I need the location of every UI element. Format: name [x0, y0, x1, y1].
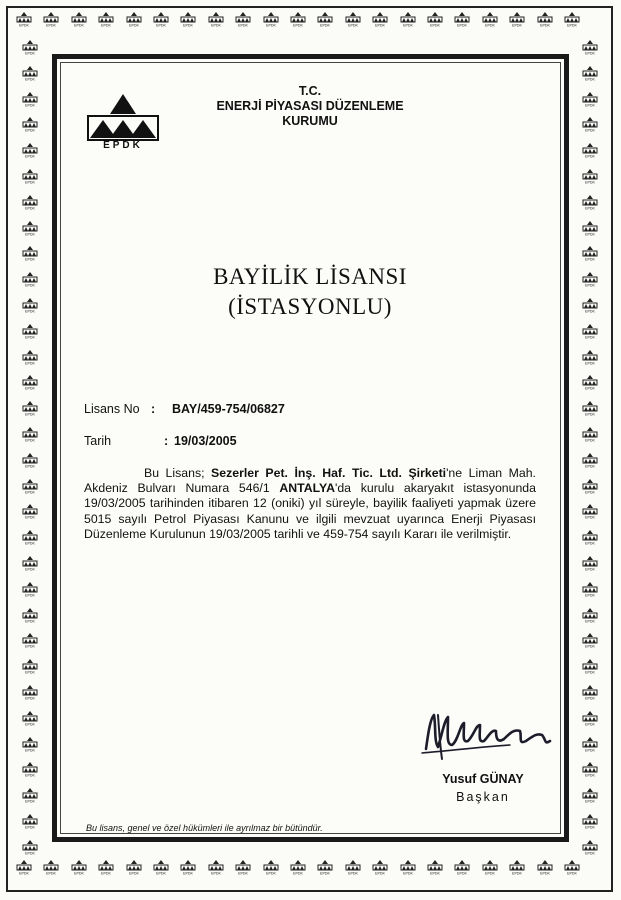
license-date-label: Tarih — [84, 434, 112, 448]
border-motif-icon — [126, 860, 142, 875]
border-motif-icon — [263, 860, 279, 875]
svg-text:EPDK: EPDK — [585, 567, 595, 571]
border-motif-icon — [564, 12, 580, 27]
border-motif-icon — [235, 860, 251, 875]
border-motif-icon — [582, 221, 598, 236]
svg-text:EPDK: EPDK — [25, 180, 35, 184]
svg-text:EPDK: EPDK — [25, 51, 35, 55]
title-line-1: BAYİLİK LİSANSI — [213, 264, 407, 289]
svg-text:EPDK: EPDK — [540, 871, 550, 875]
svg-text:EPDK: EPDK — [585, 128, 595, 132]
border-motif-icon — [345, 860, 361, 875]
border-motif-icon — [22, 401, 38, 416]
border-motif-icon — [582, 350, 598, 365]
svg-text:EPDK: EPDK — [25, 77, 35, 81]
border-motif-icon — [482, 12, 498, 27]
border-motif-icon — [317, 860, 333, 875]
border-motif-icon — [22, 272, 38, 287]
license-number-separator: : — [151, 402, 156, 416]
border-motif-icon — [400, 860, 416, 875]
svg-text:EPDK: EPDK — [585, 541, 595, 545]
border-motif-icon — [180, 860, 196, 875]
border-motif-icon — [22, 40, 38, 55]
border-motif-icon — [372, 12, 388, 27]
svg-text:EPDK: EPDK — [403, 23, 413, 27]
svg-text:EPDK: EPDK — [25, 851, 35, 855]
border-motif-icon — [582, 479, 598, 494]
svg-text:EPDK: EPDK — [266, 871, 276, 875]
border-motif-icon — [582, 92, 598, 107]
svg-text:EPDK: EPDK — [585, 309, 595, 313]
border-motif-icon — [22, 92, 38, 107]
border-motif-icon — [22, 608, 38, 623]
svg-text:EPDK: EPDK — [403, 871, 413, 875]
svg-text:EPDK: EPDK — [19, 23, 29, 27]
border-motif-icon — [22, 221, 38, 236]
svg-text:EPDK: EPDK — [585, 670, 595, 674]
title-line-2: (İSTASYONLU) — [228, 294, 392, 319]
svg-text:EPDK: EPDK — [585, 851, 595, 855]
svg-text:EPDK: EPDK — [183, 23, 193, 27]
border-motif-icon — [180, 12, 196, 27]
logo-text: EPDK — [103, 140, 143, 151]
border-motif-icon — [22, 504, 38, 519]
border-motif-icon — [71, 12, 87, 27]
border-motif-icon — [582, 66, 598, 81]
border-motif-icon — [582, 556, 598, 571]
svg-text:EPDK: EPDK — [101, 871, 111, 875]
border-motif-icon — [98, 860, 114, 875]
svg-text:EPDK: EPDK — [348, 871, 358, 875]
svg-text:EPDK: EPDK — [25, 644, 35, 648]
border-motif-icon — [582, 711, 598, 726]
border-motif-icon — [22, 169, 38, 184]
border-motif-icon — [22, 737, 38, 752]
border-motif-icon — [263, 12, 279, 27]
border-motif-icon — [22, 633, 38, 648]
svg-text:EPDK: EPDK — [25, 464, 35, 468]
svg-text:EPDK: EPDK — [25, 567, 35, 571]
svg-text:EPDK: EPDK — [585, 103, 595, 107]
svg-text:EPDK: EPDK — [25, 206, 35, 210]
border-motif-icon — [454, 860, 470, 875]
svg-text:EPDK: EPDK — [25, 773, 35, 777]
border-motif-icon — [22, 582, 38, 597]
svg-text:EPDK: EPDK — [25, 412, 35, 416]
border-motif-icon — [208, 12, 224, 27]
issuer-line-2: ENERJİ PİYASASI DÜZENLEME — [216, 99, 404, 113]
border-motif-icon — [509, 860, 525, 875]
border-motif-icon — [400, 12, 416, 27]
border-motif-icon — [582, 246, 598, 261]
border-motif-icon — [582, 685, 598, 700]
svg-text:EPDK: EPDK — [585, 180, 595, 184]
border-motif-icon — [482, 860, 498, 875]
document-title — [170, 262, 450, 322]
svg-text:EPDK: EPDK — [266, 23, 276, 27]
border-motif-icon — [22, 840, 38, 855]
border-motif-icon — [582, 272, 598, 287]
border-motif-icon — [22, 530, 38, 545]
svg-text:EPDK: EPDK — [585, 696, 595, 700]
border-motif-icon — [582, 169, 598, 184]
border-motif-icon — [582, 117, 598, 132]
license-body-text — [84, 466, 536, 542]
border-motif-icon — [22, 324, 38, 339]
border-motif-icon — [582, 143, 598, 158]
border-motif-icon — [582, 608, 598, 623]
border-motif-icon — [582, 375, 598, 390]
signer-name: Yusuf GÜNAY — [442, 772, 524, 786]
license-date-value: 19/03/2005 — [174, 434, 237, 448]
svg-text:EPDK: EPDK — [485, 871, 495, 875]
license-number-value: BAY/459-754/06827 — [172, 402, 285, 416]
svg-text:EPDK: EPDK — [585, 77, 595, 81]
border-motif-icon — [235, 12, 251, 27]
svg-text:EPDK: EPDK — [74, 871, 84, 875]
border-motif-icon — [22, 350, 38, 365]
svg-text:EPDK: EPDK — [25, 541, 35, 545]
svg-text:EPDK: EPDK — [25, 799, 35, 803]
svg-text:EPDK: EPDK — [585, 748, 595, 752]
svg-text:EPDK: EPDK — [25, 154, 35, 158]
border-motif-icon — [208, 860, 224, 875]
svg-text:EPDK: EPDK — [585, 412, 595, 416]
signature — [418, 705, 563, 763]
svg-text:EPDK: EPDK — [156, 23, 166, 27]
svg-text:EPDK: EPDK — [585, 490, 595, 494]
border-motif-icon — [582, 737, 598, 752]
border-motif-icon — [582, 195, 598, 210]
border-motif-icon — [22, 117, 38, 132]
svg-text:EPDK: EPDK — [585, 799, 595, 803]
svg-text:EPDK: EPDK — [585, 154, 595, 158]
border-motif-icon — [153, 12, 169, 27]
svg-text:EPDK: EPDK — [25, 309, 35, 313]
border-motif-icon — [582, 504, 598, 519]
border-motif-icon — [537, 860, 553, 875]
border-motif-icon — [317, 12, 333, 27]
border-motif-icon — [22, 814, 38, 829]
svg-text:EPDK: EPDK — [585, 722, 595, 726]
border-motif-icon — [582, 324, 598, 339]
border-motif-icon — [16, 12, 32, 27]
border-motif-icon — [22, 788, 38, 803]
svg-text:EPDK: EPDK — [25, 722, 35, 726]
svg-text:EPDK: EPDK — [25, 619, 35, 623]
svg-text:EPDK: EPDK — [585, 51, 595, 55]
border-motif-icon — [427, 860, 443, 875]
border-motif-icon — [582, 840, 598, 855]
border-motif-icon — [126, 12, 142, 27]
svg-text:EPDK: EPDK — [238, 23, 248, 27]
border-motif-icon — [22, 246, 38, 261]
license-number-row — [84, 402, 285, 416]
border-motif-icon — [22, 685, 38, 700]
svg-text:EPDK: EPDK — [585, 206, 595, 210]
svg-text:EPDK: EPDK — [375, 23, 385, 27]
border-motif-icon — [290, 860, 306, 875]
border-motif-icon — [22, 762, 38, 777]
border-motif-icon — [582, 453, 598, 468]
border-motif-icon — [71, 860, 87, 875]
border-motif-icon — [564, 860, 580, 875]
svg-text:EPDK: EPDK — [585, 232, 595, 236]
issuer-line-3: KURUMU — [282, 114, 338, 128]
svg-text:EPDK: EPDK — [238, 871, 248, 875]
border-motif-icon — [582, 40, 598, 55]
svg-text:EPDK: EPDK — [19, 871, 29, 875]
border-motif-icon — [345, 12, 361, 27]
border-motif-icon — [22, 659, 38, 674]
svg-text:EPDK: EPDK — [101, 23, 111, 27]
svg-text:EPDK: EPDK — [457, 23, 467, 27]
svg-text:EPDK: EPDK — [585, 593, 595, 597]
svg-text:EPDK: EPDK — [129, 871, 139, 875]
border-motif-icon — [22, 711, 38, 726]
svg-text:EPDK: EPDK — [585, 386, 595, 390]
svg-text:EPDK: EPDK — [25, 257, 35, 261]
svg-text:EPDK: EPDK — [211, 23, 221, 27]
svg-text:EPDK: EPDK — [25, 696, 35, 700]
border-motif-icon — [290, 12, 306, 27]
svg-text:EPDK: EPDK — [512, 23, 522, 27]
svg-text:EPDK: EPDK — [25, 361, 35, 365]
svg-text:EPDK: EPDK — [74, 23, 84, 27]
svg-text:EPDK: EPDK — [430, 23, 440, 27]
svg-text:EPDK: EPDK — [156, 871, 166, 875]
svg-text:EPDK: EPDK — [585, 825, 595, 829]
city-name: ANTALYA — [279, 481, 335, 496]
border-motif-icon — [22, 298, 38, 313]
svg-text:EPDK: EPDK — [25, 128, 35, 132]
svg-text:EPDK: EPDK — [25, 670, 35, 674]
svg-text:EPDK: EPDK — [375, 871, 385, 875]
svg-text:EPDK: EPDK — [25, 283, 35, 287]
border-motif-icon — [582, 401, 598, 416]
border-motif-icon — [427, 12, 443, 27]
svg-text:EPDK: EPDK — [320, 23, 330, 27]
border-motif-icon — [16, 860, 32, 875]
svg-text:EPDK: EPDK — [25, 515, 35, 519]
issuer-heading — [200, 84, 420, 129]
svg-text:EPDK: EPDK — [211, 871, 221, 875]
svg-text:EPDK: EPDK — [585, 464, 595, 468]
border-motif-icon — [582, 659, 598, 674]
license-date-separator: : — [164, 434, 169, 448]
svg-text:EPDK: EPDK — [348, 23, 358, 27]
svg-text:EPDK: EPDK — [430, 871, 440, 875]
border-motif-icon — [582, 298, 598, 313]
border-motif-icon — [582, 814, 598, 829]
svg-text:EPDK: EPDK — [512, 871, 522, 875]
border-motif-icon — [22, 556, 38, 571]
border-motif-icon — [22, 195, 38, 210]
svg-text:EPDK: EPDK — [25, 386, 35, 390]
body-terms: 'da kurulu akaryakıt istasyonunda 19/03/2005 tarihinden itibaren 12 (oniki) yıl süreyle, bayilik faaliyeti yapmak üzere 5015 sayılı Petrol Piyasası Kanunu ve ilgili mevzuat uyarınca Enerji Piyasası Düzenleme Kurulunun 19/03/2005 tarihli ve 459-754 sayılı Kararı ile verilmiştir. — [84, 481, 536, 541]
border-motif-icon — [22, 66, 38, 81]
svg-text:EPDK: EPDK — [293, 23, 303, 27]
license-date-row — [84, 434, 237, 448]
license-number-label: Lisans No — [84, 402, 140, 416]
body-address: 'ne Liman Mah. Akdeniz Bulvarı Numara 546/1 — [84, 466, 536, 496]
footer-note: Bu lisans, genel ve özel hükümleri ile ayrılmaz bir bütündür. — [86, 823, 323, 833]
svg-text:EPDK: EPDK — [25, 438, 35, 442]
svg-text:EPDK: EPDK — [585, 335, 595, 339]
border-motif-icon — [153, 860, 169, 875]
border-motif-icon — [582, 762, 598, 777]
svg-text:EPDK: EPDK — [567, 871, 577, 875]
company-name: Sezerler Pet. İnş. Haf. Tic. Ltd. Şirketi — [211, 466, 447, 480]
border-motif-icon — [22, 143, 38, 158]
border-motif-icon — [22, 453, 38, 468]
border-motif-icon — [509, 12, 525, 27]
issuer-line-1: T.C. — [298, 84, 322, 98]
border-motif-icon — [98, 12, 114, 27]
border-motif-icon — [582, 633, 598, 648]
border-motif-icon — [537, 12, 553, 27]
svg-text:EPDK: EPDK — [585, 773, 595, 777]
border-motif-icon — [582, 530, 598, 545]
border-motif-icon — [43, 860, 59, 875]
svg-text:EPDK: EPDK — [585, 515, 595, 519]
border-motif-icon — [582, 788, 598, 803]
svg-text:EPDK: EPDK — [25, 593, 35, 597]
body-intro: Bu Lisans; — [144, 466, 212, 480]
svg-text:EPDK: EPDK — [585, 619, 595, 623]
svg-text:EPDK: EPDK — [293, 871, 303, 875]
svg-text:EPDK: EPDK — [46, 23, 56, 27]
svg-text:EPDK: EPDK — [25, 335, 35, 339]
border-motif-icon — [454, 12, 470, 27]
border-motif-icon — [372, 860, 388, 875]
border-motif-icon — [22, 427, 38, 442]
svg-text:EPDK: EPDK — [25, 748, 35, 752]
svg-text:EPDK: EPDK — [46, 871, 56, 875]
svg-text:EPDK: EPDK — [183, 871, 193, 875]
svg-text:EPDK: EPDK — [585, 438, 595, 442]
svg-text:EPDK: EPDK — [585, 257, 595, 261]
svg-text:EPDK: EPDK — [25, 232, 35, 236]
svg-text:EPDK: EPDK — [567, 23, 577, 27]
svg-text:EPDK: EPDK — [320, 871, 330, 875]
svg-text:EPDK: EPDK — [540, 23, 550, 27]
border-motif-icon — [43, 12, 59, 27]
signer-title: Başkan — [456, 790, 510, 804]
border-motif-icon — [582, 427, 598, 442]
svg-text:EPDK: EPDK — [457, 871, 467, 875]
svg-text:EPDK: EPDK — [25, 825, 35, 829]
border-motif-icon — [22, 479, 38, 494]
svg-text:EPDK: EPDK — [25, 490, 35, 494]
svg-text:EPDK: EPDK — [585, 361, 595, 365]
svg-text:EPDK: EPDK — [129, 23, 139, 27]
svg-text:EPDK: EPDK — [585, 283, 595, 287]
svg-text:EPDK: EPDK — [25, 103, 35, 107]
svg-text:EPDK: EPDK — [585, 644, 595, 648]
svg-text:EPDK: EPDK — [485, 23, 495, 27]
border-motif-icon — [22, 375, 38, 390]
border-motif-icon — [582, 582, 598, 597]
